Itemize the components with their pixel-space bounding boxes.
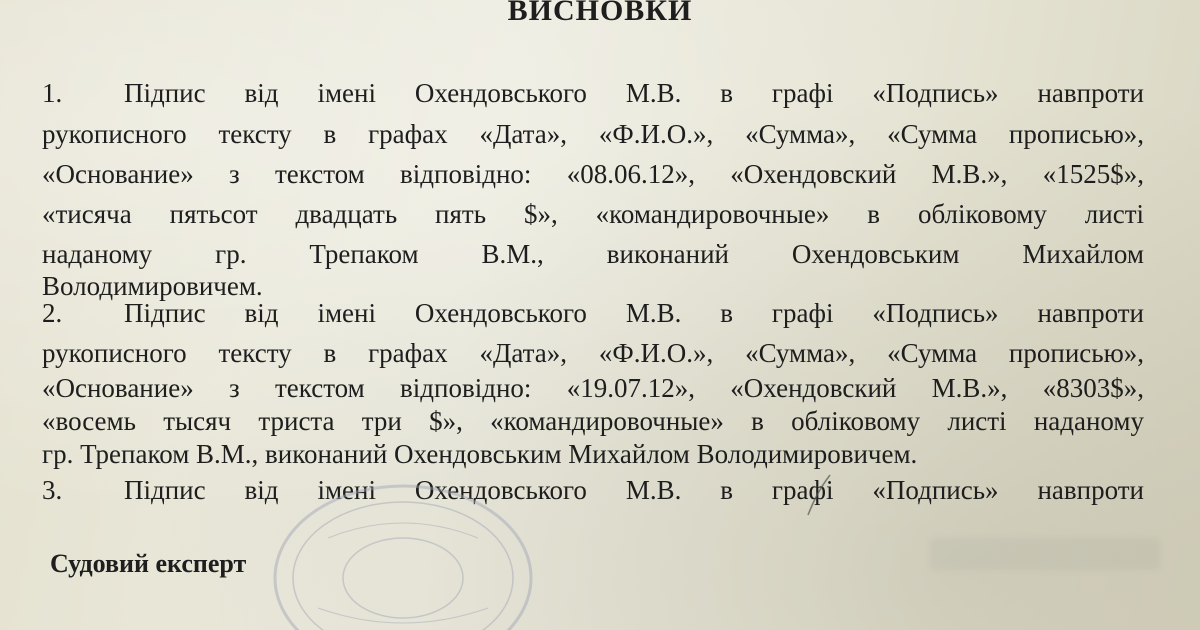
item-3-text-line-1: Підпис від імені Охендовського М.В. в графі «Подпись» навпроти xyxy=(124,475,1144,505)
item-1-line-1 xyxy=(42,77,1144,109)
item-2-line-3: «Основание» з текстом відповідно: «19.07.12», «Охендовский М.В.», «8303$», xyxy=(42,373,1144,403)
item-2-line-5: гр. Трепаком В.М., виконаний Охендовським Михайлом Володимировичем. xyxy=(42,439,918,469)
item-1-line-6: Володимировичем. xyxy=(42,271,263,301)
item-1-text-line-1: Підпис від імені Охендовського М.В. в графі «Подпись» навпроти xyxy=(124,78,1144,108)
item-1-line-4: «тисяча пятьсот двадцать пять $», «командировочные» в обліковому листі xyxy=(42,199,1144,229)
blurred-mark xyxy=(930,538,1160,570)
item-2-text-line-1: Підпис від імені Охендовського М.В. в графі «Подпись» навпроти xyxy=(124,298,1144,328)
item-2-line-2: рукописного тексту в графах «Дата», «Ф.И.О.», «Сумма», «Сумма прописью», xyxy=(42,338,1144,368)
item-2-number: 2. xyxy=(42,298,63,328)
item-3-line-1 xyxy=(42,474,1144,506)
item-1-line-5: наданому гр. Трепаком В.М., виконаний Охендовським Михайлом xyxy=(42,239,1144,269)
item-1-line-2: рукописного тексту в графах «Дата», «Ф.И.О.», «Сумма», «Сумма прописью», xyxy=(42,119,1144,149)
item-3-number: 3. xyxy=(42,475,63,505)
document-heading: ВИСНОВКИ xyxy=(507,0,693,27)
item-2-line-4: «восемь тысяч триста три $», «командировочные» в обліковому листі наданому xyxy=(42,406,1144,436)
item-2-line-1 xyxy=(42,297,1144,329)
expert-label: Судовий експерт xyxy=(50,549,247,578)
item-1-line-3: «Основание» з текстом відповідно: «08.06.12», «Охендовский М.В.», «1525$», xyxy=(42,159,1144,189)
pen-mark-icon xyxy=(800,470,840,520)
item-1-number: 1. xyxy=(42,78,63,108)
